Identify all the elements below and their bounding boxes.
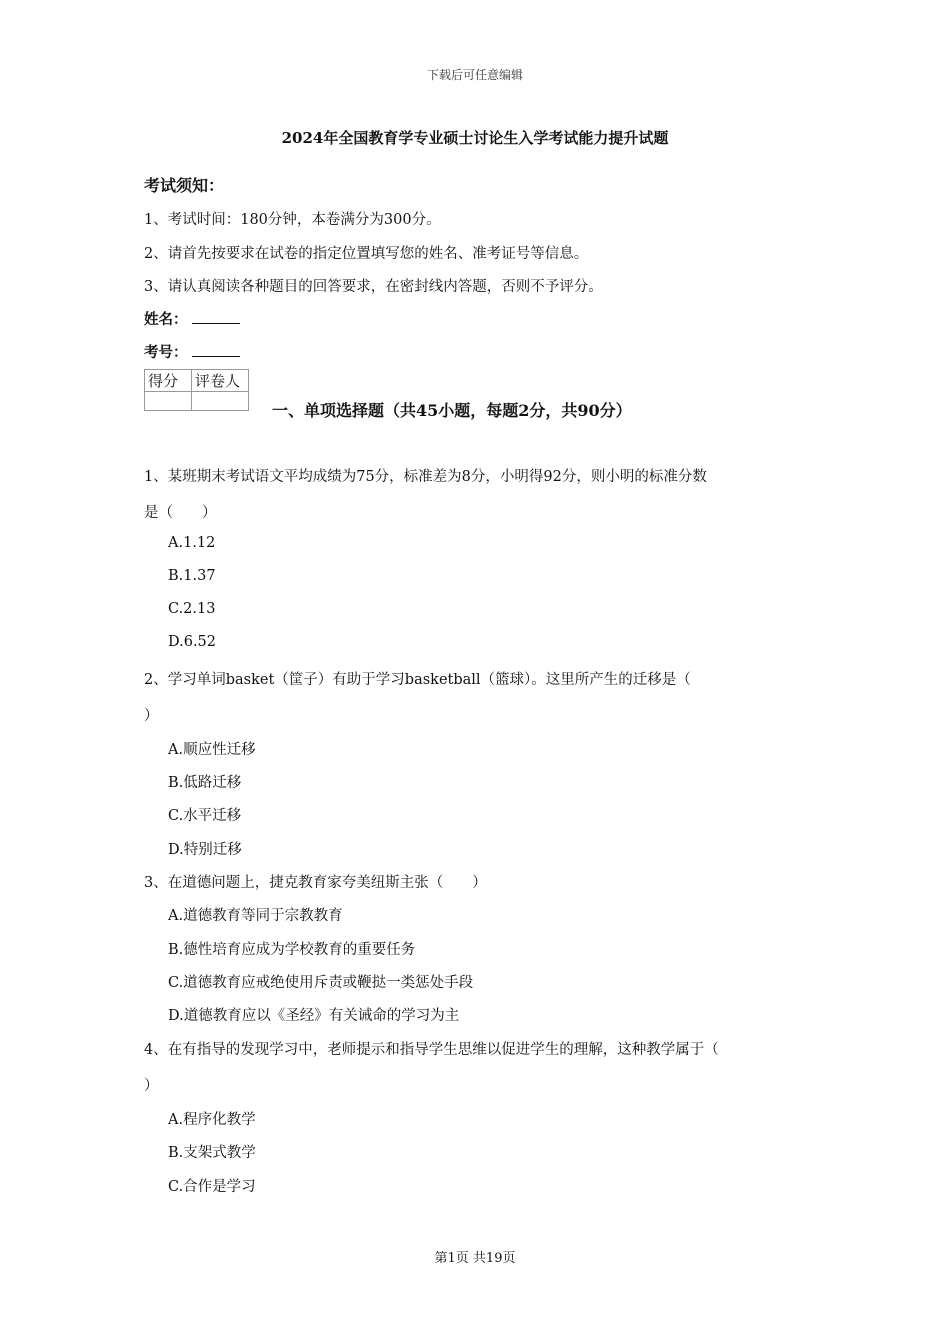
- question-text: 3、在道德问题上，捷克教育家夸美纽斯主张（ ）: [144, 875, 487, 891]
- page-footer: 第1页 共19页: [434, 1251, 516, 1266]
- score-header: 得分: [145, 370, 192, 392]
- option: C.水平迁移: [168, 808, 242, 824]
- page-header: 下载后可任意编辑: [426, 68, 523, 82]
- question-text: 4、在有指导的发现学习中，老师提示和指导学生思维以促进学生的理解，这种教学属于（: [144, 1042, 719, 1058]
- option: D.特别迁移: [168, 842, 242, 858]
- grader-header: 评卷人: [192, 370, 249, 392]
- name-label: 姓名：: [144, 311, 188, 328]
- notice-item: 3、请认真阅读各种题目的回答要求，在密封线内答题，否则不予评分。: [144, 279, 603, 295]
- exam-number-label: 考号：: [144, 344, 188, 361]
- option: A.道德教育等同于宗教教育: [168, 908, 343, 924]
- option: B.德性培育应成为学校教育的重要任务: [168, 942, 416, 958]
- question-text-cont: ）: [144, 1078, 159, 1094]
- name-blank[interactable]: [192, 309, 240, 324]
- score-table: [144, 369, 249, 411]
- question-text-cont: ）: [144, 708, 159, 724]
- question-text: 1、某班期末考试语文平均成绩为75分，标准差为8分，小明得92分，则小明的标准分数: [144, 469, 707, 485]
- option: D.道德教育应以《圣经》有关诫命的学习为主: [168, 1008, 460, 1024]
- option: A.程序化教学: [168, 1112, 256, 1128]
- option: A.1.12: [168, 535, 216, 551]
- option: A.顺应性迁移: [168, 742, 256, 758]
- name-field[interactable]: [144, 308, 240, 329]
- score-cell[interactable]: [145, 392, 192, 411]
- exam-number-field[interactable]: [144, 341, 240, 362]
- option: B.支架式教学: [168, 1145, 256, 1161]
- grader-cell[interactable]: [192, 392, 249, 411]
- question-text-cont: 是（ ）: [144, 505, 217, 521]
- notice-item: 1、考试时间：180分钟，本卷满分为300分。: [144, 212, 441, 228]
- document-title: 2024年全国教育学专业硕士讨论生入学考试能力提升试题: [281, 129, 669, 147]
- option: B.1.37: [168, 568, 216, 584]
- notice-item: 2、请首先按要求在试卷的指定位置填写您的姓名、准考证号等信息。: [144, 246, 589, 262]
- option: C.合作是学习: [168, 1179, 256, 1195]
- option: D.6.52: [168, 634, 217, 650]
- option: C.2.13: [168, 601, 216, 617]
- notice-heading: 考试须知：: [144, 176, 225, 195]
- question-text: 2、学习单词basket（筐子）有助于学习basketball（篮球）。这里所产生的迁移是（: [144, 672, 691, 688]
- exam-number-blank[interactable]: [192, 342, 240, 357]
- section-title: 一、单项选择题（共45小题，每题2分，共90分）: [272, 401, 632, 420]
- option: C.道德教育应戒绝使用斥责或鞭挞一类惩处手段: [168, 975, 474, 991]
- option: B.低路迁移: [168, 775, 242, 791]
